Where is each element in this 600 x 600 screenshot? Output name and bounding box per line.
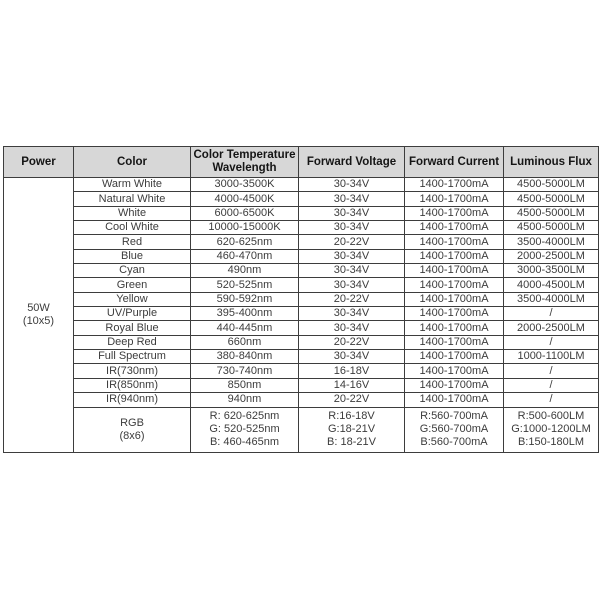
rgb-flux-r: R:500-600LM bbox=[517, 410, 585, 423]
cell-flux: 2000-2500LM bbox=[504, 321, 599, 335]
table-row bbox=[4, 350, 599, 364]
cell-current: 1400-1700mA bbox=[405, 249, 504, 263]
cell-power bbox=[4, 178, 74, 453]
table-row bbox=[4, 378, 599, 392]
cell-temp: 620-625nm bbox=[191, 235, 299, 249]
cell-current: 1400-1700mA bbox=[405, 221, 504, 235]
cell-color: Blue bbox=[74, 249, 191, 263]
header-luminous-flux: Luminous Flux bbox=[504, 147, 599, 178]
cell-voltage: 30-34V bbox=[299, 192, 405, 206]
cell-current: 1400-1700mA bbox=[405, 307, 504, 321]
header-power: Power bbox=[4, 147, 74, 178]
header-temp-line2: Wavelength bbox=[212, 162, 277, 174]
cell-color: Royal Blue bbox=[74, 321, 191, 335]
cell-color: Warm White bbox=[74, 178, 191, 192]
cell-voltage: 30-34V bbox=[299, 206, 405, 220]
cell-flux: / bbox=[504, 378, 599, 392]
cell-color: Cyan bbox=[74, 264, 191, 278]
cell-temp: 3000-3500K bbox=[191, 178, 299, 192]
cell-voltage: 30-34V bbox=[299, 249, 405, 263]
table-row bbox=[4, 221, 599, 235]
cell-voltage: 30-34V bbox=[299, 350, 405, 364]
cell-voltage: 14-16V bbox=[299, 378, 405, 392]
rgb-current-r: R:560-700mA bbox=[420, 410, 488, 423]
cell-color: Cool White bbox=[74, 221, 191, 235]
cell-color: IR(730nm) bbox=[74, 364, 191, 378]
cell-temp: 4000-4500K bbox=[191, 192, 299, 206]
cell-current-rgb bbox=[405, 407, 504, 453]
rgb-temp-b: B: 460-465nm bbox=[209, 436, 280, 449]
cell-current: 1400-1700mA bbox=[405, 335, 504, 349]
cell-flux: 3000-3500LM bbox=[504, 264, 599, 278]
cell-flux: / bbox=[504, 307, 599, 321]
cell-flux: / bbox=[504, 335, 599, 349]
cell-temp: 460-470nm bbox=[191, 249, 299, 263]
cell-voltage: 30-34V bbox=[299, 264, 405, 278]
cell-current: 1400-1700mA bbox=[405, 378, 504, 392]
cell-current: 1400-1700mA bbox=[405, 192, 504, 206]
cell-voltage: 30-34V bbox=[299, 221, 405, 235]
header-forward-current: Forward Current bbox=[405, 147, 504, 178]
cell-flux: 4500-5000LM bbox=[504, 206, 599, 220]
cell-temp: 940nm bbox=[191, 393, 299, 407]
cell-flux: / bbox=[504, 393, 599, 407]
cell-temp: 660nm bbox=[191, 335, 299, 349]
cell-flux-rgb bbox=[504, 407, 599, 453]
cell-flux: 3500-4000LM bbox=[504, 235, 599, 249]
cell-temp: 6000-6500K bbox=[191, 206, 299, 220]
cell-flux: 4000-4500LM bbox=[504, 278, 599, 292]
cell-color: IR(850nm) bbox=[74, 378, 191, 392]
led-spec-table bbox=[3, 146, 599, 453]
cell-color: Red bbox=[74, 235, 191, 249]
cell-voltage: 20-22V bbox=[299, 235, 405, 249]
cell-voltage: 20-22V bbox=[299, 335, 405, 349]
cell-current: 1400-1700mA bbox=[405, 264, 504, 278]
cell-current: 1400-1700mA bbox=[405, 235, 504, 249]
rgb-config: (8x6) bbox=[119, 429, 145, 442]
cell-temp: 490nm bbox=[191, 264, 299, 278]
cell-current: 1400-1700mA bbox=[405, 278, 504, 292]
table-row bbox=[4, 178, 599, 192]
rgb-temp-r: R: 620-625nm bbox=[209, 410, 280, 423]
power-value: 50W bbox=[27, 302, 50, 314]
table-row bbox=[4, 249, 599, 263]
cell-current: 1400-1700mA bbox=[405, 364, 504, 378]
cell-color: Green bbox=[74, 278, 191, 292]
cell-temp: 395-400nm bbox=[191, 307, 299, 321]
cell-current: 1400-1700mA bbox=[405, 178, 504, 192]
rgb-temp-g: G: 520-525nm bbox=[209, 423, 280, 436]
cell-flux: 4500-5000LM bbox=[504, 221, 599, 235]
rgb-current-b: B:560-700mA bbox=[420, 436, 488, 449]
cell-voltage-rgb bbox=[299, 407, 405, 453]
header-forward-voltage: Forward Voltage bbox=[299, 147, 405, 178]
table-row bbox=[4, 278, 599, 292]
cell-temp: 380-840nm bbox=[191, 350, 299, 364]
table-row bbox=[4, 292, 599, 306]
table-row bbox=[4, 321, 599, 335]
table-row bbox=[4, 192, 599, 206]
cell-voltage: 30-34V bbox=[299, 321, 405, 335]
header-color: Color bbox=[74, 147, 191, 178]
cell-voltage: 20-22V bbox=[299, 393, 405, 407]
cell-flux: 4500-5000LM bbox=[504, 178, 599, 192]
header-row bbox=[4, 147, 599, 178]
cell-color: White bbox=[74, 206, 191, 220]
cell-flux: / bbox=[504, 364, 599, 378]
cell-color: Natural White bbox=[74, 192, 191, 206]
table-row bbox=[4, 364, 599, 378]
cell-temp: 590-592nm bbox=[191, 292, 299, 306]
cell-color: Full Spectrum bbox=[74, 350, 191, 364]
rgb-flux-g: G:1000-1200LM bbox=[511, 423, 591, 436]
cell-color: Yellow bbox=[74, 292, 191, 306]
cell-temp: 10000-15000K bbox=[191, 221, 299, 235]
cell-current: 1400-1700mA bbox=[405, 321, 504, 335]
rgb-label: RGB bbox=[120, 416, 144, 429]
rgb-flux-b: B:150-180LM bbox=[517, 436, 585, 449]
header-color-temperature-wavelength bbox=[191, 147, 299, 178]
table-row bbox=[4, 335, 599, 349]
table-row bbox=[4, 206, 599, 220]
table-row bbox=[4, 264, 599, 278]
cell-current: 1400-1700mA bbox=[405, 292, 504, 306]
cell-voltage: 20-22V bbox=[299, 292, 405, 306]
cell-temp: 440-445nm bbox=[191, 321, 299, 335]
rgb-voltage-b: B: 18-21V bbox=[327, 436, 376, 449]
cell-temp: 520-525nm bbox=[191, 278, 299, 292]
cell-voltage: 30-34V bbox=[299, 307, 405, 321]
cell-voltage: 30-34V bbox=[299, 278, 405, 292]
rgb-voltage-r: R:16-18V bbox=[328, 410, 375, 423]
cell-color: IR(940nm) bbox=[74, 393, 191, 407]
cell-flux: 2000-2500LM bbox=[504, 249, 599, 263]
table-row-rgb bbox=[4, 407, 599, 453]
rgb-voltage-g: G:18-21V bbox=[327, 423, 376, 436]
cell-temp: 730-740nm bbox=[191, 364, 299, 378]
rgb-current-g: G:560-700mA bbox=[419, 423, 489, 436]
cell-current: 1400-1700mA bbox=[405, 350, 504, 364]
cell-flux: 1000-1100LM bbox=[504, 350, 599, 364]
table-row bbox=[4, 393, 599, 407]
cell-voltage: 16-18V bbox=[299, 364, 405, 378]
cell-current: 1400-1700mA bbox=[405, 206, 504, 220]
cell-temp: 850nm bbox=[191, 378, 299, 392]
cell-voltage: 30-34V bbox=[299, 178, 405, 192]
cell-temp-rgb bbox=[191, 407, 299, 453]
power-config: (10x5) bbox=[22, 315, 55, 327]
cell-flux: 4500-5000LM bbox=[504, 192, 599, 206]
cell-color: Deep Red bbox=[74, 335, 191, 349]
table-row bbox=[4, 235, 599, 249]
table-row bbox=[4, 307, 599, 321]
cell-current: 1400-1700mA bbox=[405, 393, 504, 407]
cell-color: UV/Purple bbox=[74, 307, 191, 321]
header-temp-line1: Color Temperature bbox=[193, 149, 296, 161]
cell-flux: 3500-4000LM bbox=[504, 292, 599, 306]
cell-color-rgb bbox=[74, 407, 191, 453]
